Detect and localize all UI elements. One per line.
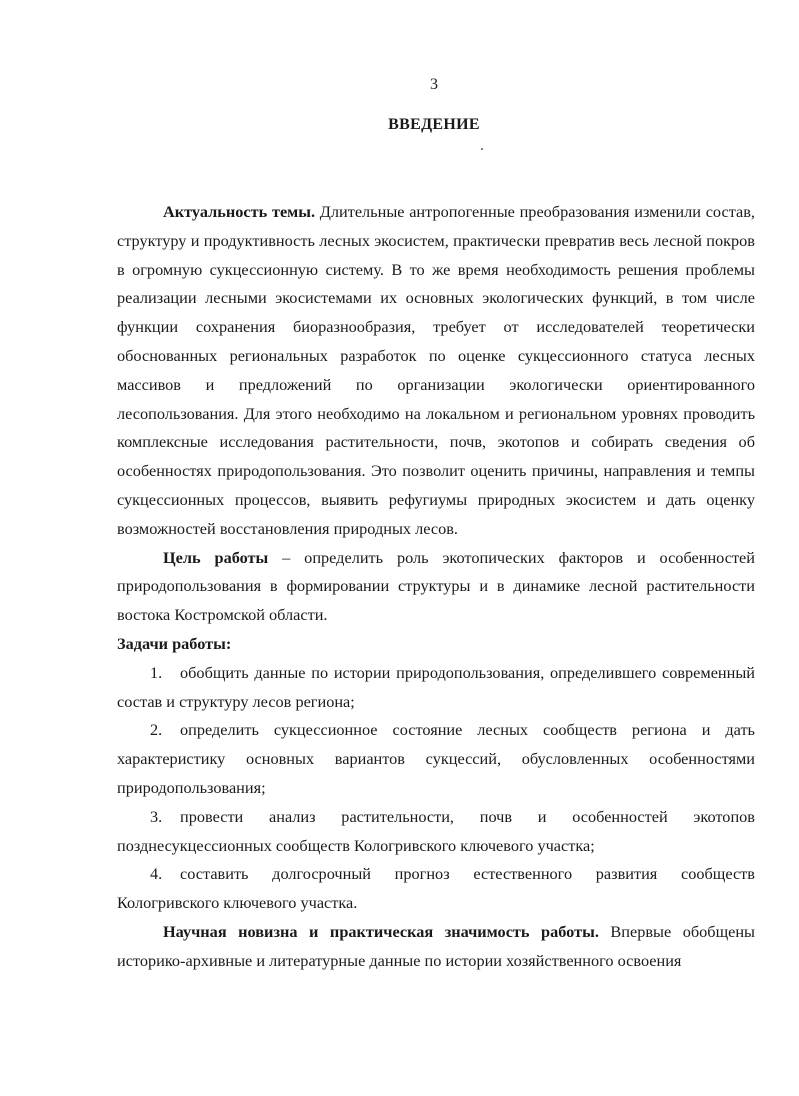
task-text: провести анализ растительности, почв и особенностей экотопов позднесукцессионных сообществ Кологривского ключевого участка; — [117, 806, 755, 855]
goal-heading: Цель работы — [163, 547, 269, 567]
novelty-text: Впервые обобщены историко-архивные и литературные данные по истории хозяйственного освоения — [117, 921, 755, 970]
goal-paragraph — [117, 544, 755, 630]
task-number: 1. — [150, 662, 163, 682]
task-item — [117, 659, 755, 717]
novelty-heading: Научная новизна и практическая значимость работы. — [163, 921, 599, 941]
relevance-heading: Актуальность темы. — [163, 202, 316, 221]
goal-text: – определить роль экотопических факторов и особенностей природопользования в формировании структуры и в динамике лесной растительности востока Костромской области. — [117, 547, 756, 625]
task-item — [117, 860, 755, 918]
task-text: определить сукцессионное состояние лесных сообществ региона и дать характеристику основных вариантов сукцессий, обусловленных особенностями природопользования; — [117, 720, 755, 797]
task-item — [117, 803, 755, 861]
page-title: ВВЕДЕНИЕ — [388, 116, 480, 133]
relevance-text: Длительные антропогенные преобразования изменили состав, структуру и продуктивность лесных экосистем, практически превратив весь лесной покров в огромную сукцессионную систему. В то же время необходимость решения проблемы реализации лесными экосистемами их основных экологических функций, в том числе функции сохранения биоразнообразия, требует от исследователей теоретически обоснованных региональных разработок по оценке сукцессионного статуса лесных массивов и предложений по организации экологически ориентированного лесопользования. Для этого необходимо на локальном и региональном уровнях проводить комплексные исследования растительности, почв, экотопов и собирать сведения об особенностях природопользования. Это позволит оценить причины, направления и темпы сукцессионных процессов, выявить рефугиумы природных экосистем и дать оценку возможностей восстановления природных лесов. — [117, 202, 755, 538]
tasks-heading: Задачи работы: — [117, 633, 232, 653]
scan-speck — [481, 148, 483, 150]
task-text: составить долгосрочный прогноз естественного развития сообществ Кологривского ключевого участка. — [117, 864, 755, 913]
task-number: 2. — [150, 720, 163, 740]
novelty-paragraph — [117, 918, 755, 976]
task-text: обобщить данные по истории природопользования, определившего современный состав и структуру лесов региона; — [117, 662, 755, 711]
page-number: 3 — [430, 76, 438, 93]
task-number: 4. — [150, 864, 163, 884]
task-number: 3. — [150, 806, 163, 826]
document-body — [117, 198, 755, 976]
relevance-paragraph — [117, 198, 755, 544]
task-item — [117, 716, 755, 802]
